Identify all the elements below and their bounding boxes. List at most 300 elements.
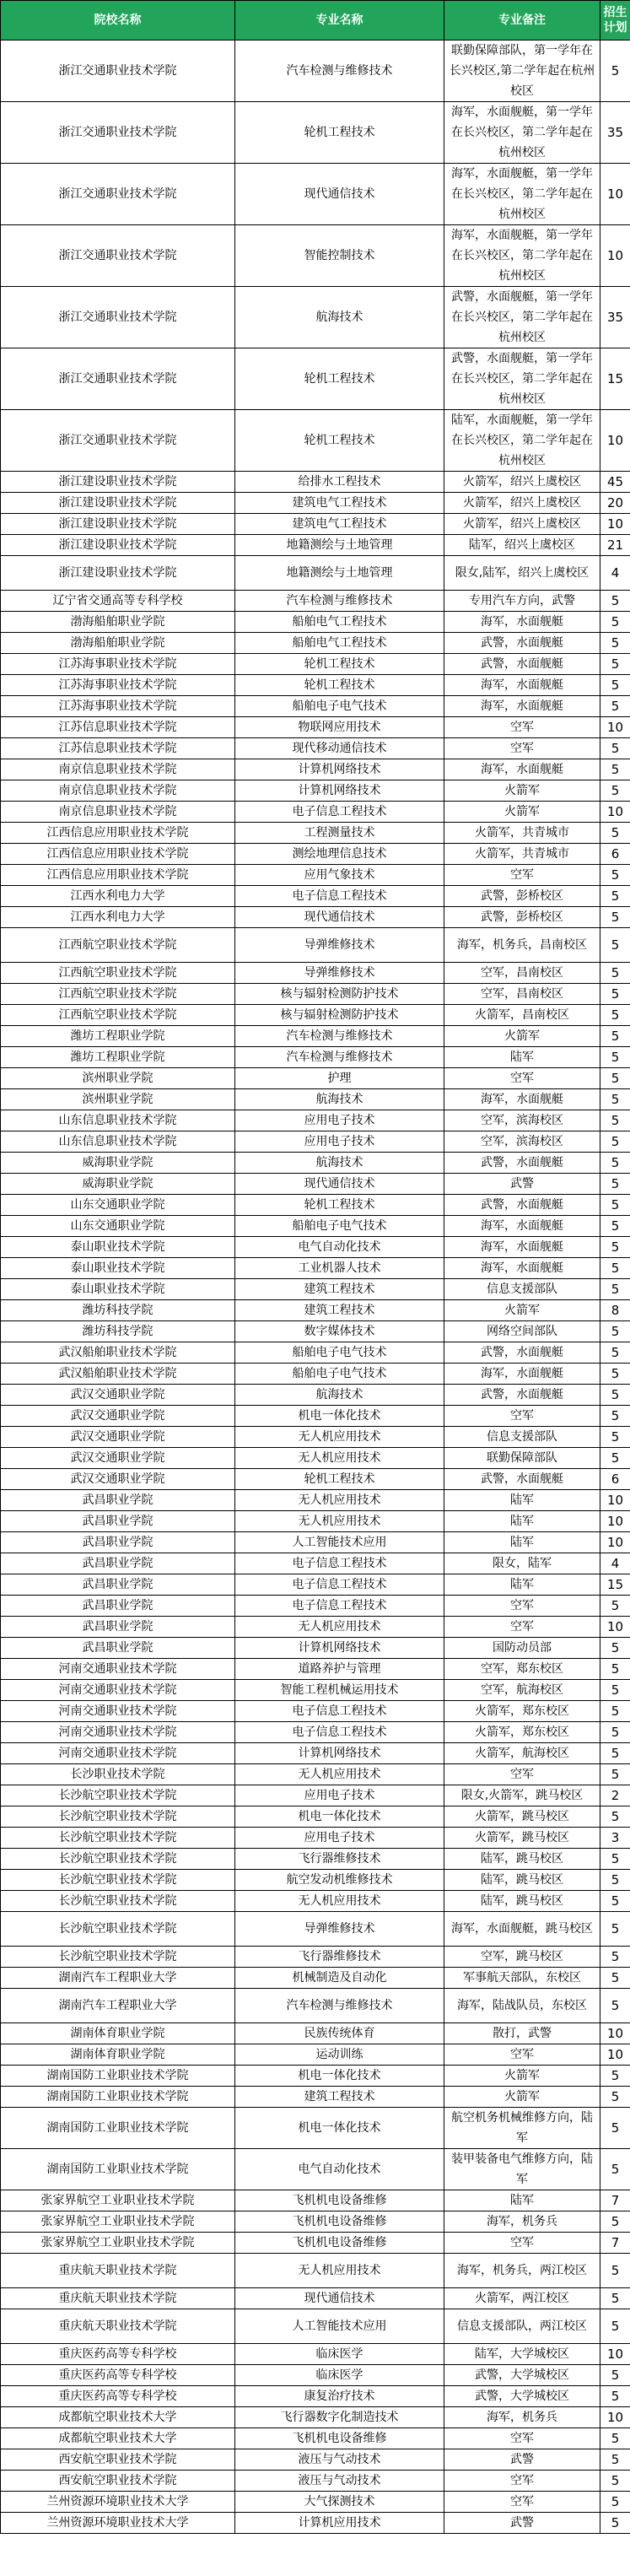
cell-plan: 5 bbox=[600, 1701, 630, 1722]
table-row bbox=[1, 1680, 630, 1701]
cell-note: 武警，彭桥校区 bbox=[444, 907, 600, 928]
table-row bbox=[1, 865, 630, 886]
cell-school: 兰州资源环境职业技术大学 bbox=[1, 2513, 235, 2534]
cell-school: 张家界航空工业职业技术学院 bbox=[1, 2190, 235, 2211]
cell-note: 陆军 bbox=[444, 1532, 600, 1553]
cell-plan: 3 bbox=[600, 1828, 630, 1849]
cell-major: 运动训练 bbox=[235, 2044, 444, 2066]
cell-plan: 5 bbox=[600, 41, 630, 102]
cell-plan: 5 bbox=[600, 1047, 630, 1068]
cell-major: 汽车检测与维修技术 bbox=[235, 591, 444, 612]
cell-note: 陆军 bbox=[444, 1574, 600, 1596]
cell-note: 武警 bbox=[444, 1174, 600, 1195]
cell-plan: 5 bbox=[600, 780, 630, 802]
cell-plan: 10 bbox=[600, 1511, 630, 1532]
cell-school: 江苏信息职业技术学院 bbox=[1, 717, 235, 738]
cell-plan: 5 bbox=[600, 1764, 630, 1785]
cell-school: 河南交通职业技术学院 bbox=[1, 1722, 235, 1743]
cell-plan: 5 bbox=[600, 675, 630, 696]
cell-school: 浙江交通职业技术学院 bbox=[1, 102, 235, 164]
table-row bbox=[1, 472, 630, 493]
cell-plan: 35 bbox=[600, 287, 630, 348]
cell-school: 江西航空职业技术学院 bbox=[1, 1005, 235, 1026]
cell-note: 武警，彭桥校区 bbox=[444, 886, 600, 907]
cell-note: 海军，水面舰艇，跳马校区 bbox=[444, 1912, 600, 1947]
cell-note: 空军，滨海校区 bbox=[444, 1110, 600, 1131]
cell-major: 船舶电子电气技术 bbox=[235, 1342, 444, 1364]
cell-plan: 6 bbox=[600, 1469, 630, 1490]
cell-school: 浙江建设职业技术学院 bbox=[1, 514, 235, 535]
cell-major: 计算机应用技术 bbox=[235, 2513, 444, 2534]
table-row bbox=[1, 2449, 630, 2471]
cell-major: 现代通信技术 bbox=[235, 164, 444, 225]
cell-school: 浙江建设职业技术学院 bbox=[1, 472, 235, 493]
cell-note: 火箭军，绍兴上虞校区 bbox=[444, 493, 600, 514]
cell-major: 飞行器维修技术 bbox=[235, 1849, 444, 1870]
cell-note: 联勤保障部队 bbox=[444, 1448, 600, 1469]
cell-plan: 10 bbox=[600, 164, 630, 225]
cell-note: 武警，水面舰艇 bbox=[444, 1385, 600, 1406]
cell-major: 康复治疗技术 bbox=[235, 2386, 444, 2407]
cell-note: 陆军，跳马校区 bbox=[444, 1870, 600, 1891]
table-row bbox=[1, 1553, 630, 1574]
cell-plan: 5 bbox=[600, 1891, 630, 1912]
cell-major: 汽车检测与维修技术 bbox=[235, 1026, 444, 1047]
cell-plan: 5 bbox=[600, 823, 630, 844]
table-row bbox=[1, 1153, 630, 1174]
cell-plan: 5 bbox=[600, 738, 630, 759]
cell-major: 机电一体化技术 bbox=[235, 2066, 444, 2087]
table-row bbox=[1, 2233, 630, 2254]
table-row bbox=[1, 1385, 630, 1406]
cell-school: 渤海船舶职业学院 bbox=[1, 633, 235, 654]
cell-school: 西安航空职业技术学院 bbox=[1, 2449, 235, 2471]
table-row bbox=[1, 1722, 630, 1743]
cell-school: 武昌职业学院 bbox=[1, 1617, 235, 1638]
table-row bbox=[1, 823, 630, 844]
cell-school: 江苏海事职业技术学院 bbox=[1, 654, 235, 675]
cell-school: 武昌职业学院 bbox=[1, 1490, 235, 1511]
table-row bbox=[1, 2344, 630, 2365]
cell-major: 应用电子技术 bbox=[235, 1110, 444, 1131]
cell-note: 海军，机务兵，两江校区 bbox=[444, 2254, 600, 2288]
cell-plan: 5 bbox=[600, 1680, 630, 1701]
cell-plan: 5 bbox=[600, 2108, 630, 2149]
cell-school: 潍坊科技学院 bbox=[1, 1321, 235, 1342]
cell-note: 火箭军，两江校区 bbox=[444, 2288, 600, 2309]
cell-major: 计算机网络技术 bbox=[235, 1638, 444, 1659]
table-row bbox=[1, 2066, 630, 2087]
cell-note: 海军，水面舰艇，第一学年在长兴校区，第二学年起在杭州校区 bbox=[444, 225, 600, 287]
table-row bbox=[1, 1743, 630, 1764]
cell-note: 火箭军 bbox=[444, 2087, 600, 2108]
cell-plan: 6 bbox=[600, 844, 630, 865]
table-row bbox=[1, 348, 630, 410]
cell-school: 浙江建设职业技术学院 bbox=[1, 493, 235, 514]
cell-note: 海军，机务兵 bbox=[444, 2211, 600, 2233]
cell-note: 海军，水面舰艇 bbox=[444, 1089, 600, 1110]
table-row bbox=[1, 1216, 630, 1237]
cell-plan: 10 bbox=[600, 717, 630, 738]
header-major: 专业名称 bbox=[235, 1, 444, 41]
cell-plan: 5 bbox=[600, 1638, 630, 1659]
cell-school: 武汉交通职业学院 bbox=[1, 1385, 235, 1406]
cell-note: 专用汽车方向，武警 bbox=[444, 591, 600, 612]
cell-plan: 5 bbox=[600, 1989, 630, 2023]
cell-major: 航海技术 bbox=[235, 1089, 444, 1110]
cell-school: 长沙航空职业技术学院 bbox=[1, 1806, 235, 1828]
cell-plan: 5 bbox=[600, 1743, 630, 1764]
cell-school: 山东交通职业学院 bbox=[1, 1216, 235, 1237]
table-row bbox=[1, 612, 630, 633]
table-row bbox=[1, 556, 630, 591]
cell-plan: 5 bbox=[600, 1068, 630, 1089]
cell-major: 电子信息工程技术 bbox=[235, 802, 444, 823]
cell-note: 火箭军 bbox=[444, 1026, 600, 1047]
cell-plan: 5 bbox=[600, 1174, 630, 1195]
cell-school: 威海职业学院 bbox=[1, 1174, 235, 1195]
cell-major: 电子信息工程技术 bbox=[235, 1574, 444, 1596]
cell-major: 无人机应用技术 bbox=[235, 1891, 444, 1912]
cell-note: 武警，水面舰艇，第一学年在长兴校区，第二学年起在杭州校区 bbox=[444, 287, 600, 348]
table-row bbox=[1, 2386, 630, 2407]
table-row bbox=[1, 1947, 630, 1968]
cell-major: 飞机机电设备维修 bbox=[235, 2233, 444, 2254]
cell-note: 海军，水面舰艇 bbox=[444, 675, 600, 696]
cell-major: 电子信息工程技术 bbox=[235, 1701, 444, 1722]
cell-plan: 5 bbox=[600, 654, 630, 675]
table-row bbox=[1, 410, 630, 472]
table-row bbox=[1, 493, 630, 514]
table-row bbox=[1, 2309, 630, 2344]
cell-major: 计算机网络技术 bbox=[235, 759, 444, 780]
cell-plan: 5 bbox=[600, 2211, 630, 2233]
cell-plan: 21 bbox=[600, 535, 630, 556]
cell-note: 海军，水面舰艇，第一学年在长兴校区，第二学年起在杭州校区 bbox=[444, 102, 600, 164]
cell-note: 火箭军，跳马校区 bbox=[444, 1806, 600, 1828]
cell-major: 电气自动化技术 bbox=[235, 1237, 444, 1258]
cell-plan: 5 bbox=[600, 1258, 630, 1279]
cell-major: 无人机应用技术 bbox=[235, 1448, 444, 1469]
cell-note: 陆军，水面舰艇，第一学年在长兴校区，第二学年起在杭州校区 bbox=[444, 410, 600, 472]
cell-school: 江西信息应用职业技术学院 bbox=[1, 844, 235, 865]
cell-note: 空军 bbox=[444, 717, 600, 738]
cell-school: 武昌职业学院 bbox=[1, 1596, 235, 1617]
cell-school: 成都航空职业技术大学 bbox=[1, 2407, 235, 2428]
table-row bbox=[1, 1406, 630, 1427]
cell-major: 电子信息工程技术 bbox=[235, 1722, 444, 1743]
cell-major: 电子信息工程技术 bbox=[235, 886, 444, 907]
cell-note: 火箭军，郑东校区 bbox=[444, 1701, 600, 1722]
table-row bbox=[1, 1968, 630, 1989]
cell-note: 空军 bbox=[444, 1068, 600, 1089]
table-row bbox=[1, 2407, 630, 2428]
cell-plan: 5 bbox=[600, 1722, 630, 1743]
table-row bbox=[1, 2254, 630, 2288]
cell-school: 重庆航天职业技术学院 bbox=[1, 2288, 235, 2309]
cell-major: 无人机应用技术 bbox=[235, 1764, 444, 1785]
cell-plan: 10 bbox=[600, 2407, 630, 2428]
cell-school: 滨州职业学院 bbox=[1, 1068, 235, 1089]
cell-plan: 5 bbox=[600, 1279, 630, 1300]
cell-school: 江西水利电力大学 bbox=[1, 907, 235, 928]
cell-plan: 5 bbox=[600, 984, 630, 1005]
cell-plan: 5 bbox=[600, 963, 630, 984]
table-row bbox=[1, 696, 630, 717]
cell-plan: 5 bbox=[600, 1195, 630, 1216]
cell-note: 火箭军 bbox=[444, 1300, 600, 1321]
cell-school: 湖南国防工业职业技术学院 bbox=[1, 2066, 235, 2087]
cell-note: 空军 bbox=[444, 2492, 600, 2513]
cell-school: 泰山职业技术学院 bbox=[1, 1258, 235, 1279]
cell-major: 飞行器维修技术 bbox=[235, 1947, 444, 1968]
table-row bbox=[1, 1174, 630, 1195]
cell-school: 长沙航空职业技术学院 bbox=[1, 1870, 235, 1891]
cell-plan: 5 bbox=[600, 633, 630, 654]
cell-major: 飞机机电设备维修 bbox=[235, 2211, 444, 2233]
cell-plan: 5 bbox=[600, 2149, 630, 2190]
table-row bbox=[1, 2513, 630, 2534]
table-row bbox=[1, 2023, 630, 2044]
cell-major: 建筑工程技术 bbox=[235, 2087, 444, 2108]
cell-school: 武昌职业学院 bbox=[1, 1638, 235, 1659]
table-row bbox=[1, 287, 630, 348]
table-row bbox=[1, 1026, 630, 1047]
table-row bbox=[1, 1532, 630, 1553]
cell-major: 建筑电气工程技术 bbox=[235, 493, 444, 514]
cell-school: 浙江交通职业技术学院 bbox=[1, 164, 235, 225]
cell-major: 建筑电气工程技术 bbox=[235, 514, 444, 535]
cell-major: 物联网应用技术 bbox=[235, 717, 444, 738]
cell-school: 浙江交通职业技术学院 bbox=[1, 225, 235, 287]
cell-plan: 5 bbox=[600, 1110, 630, 1131]
cell-school: 武汉交通职业学院 bbox=[1, 1427, 235, 1448]
cell-major: 轮机工程技术 bbox=[235, 348, 444, 410]
cell-plan: 5 bbox=[600, 865, 630, 886]
cell-major: 无人机应用技术 bbox=[235, 1427, 444, 1448]
cell-plan: 5 bbox=[600, 2428, 630, 2449]
cell-major: 无人机应用技术 bbox=[235, 2254, 444, 2288]
cell-plan: 15 bbox=[600, 348, 630, 410]
cell-note: 武警，水面舰艇 bbox=[444, 654, 600, 675]
cell-note: 火箭军，共青城市 bbox=[444, 823, 600, 844]
cell-school: 潍坊工程职业学院 bbox=[1, 1026, 235, 1047]
table-row bbox=[1, 2288, 630, 2309]
cell-major: 电气自动化技术 bbox=[235, 2149, 444, 2190]
table-row bbox=[1, 2365, 630, 2386]
cell-note: 限女,火箭军，跳马校区 bbox=[444, 1785, 600, 1806]
cell-plan: 10 bbox=[600, 1617, 630, 1638]
cell-plan: 20 bbox=[600, 493, 630, 514]
cell-major: 航海技术 bbox=[235, 287, 444, 348]
cell-major: 地籍测绘与土地管理 bbox=[235, 535, 444, 556]
table-row bbox=[1, 514, 630, 535]
cell-school: 浙江交通职业技术学院 bbox=[1, 41, 235, 102]
cell-school: 长沙航空职业技术学院 bbox=[1, 1828, 235, 1849]
table-row bbox=[1, 1891, 630, 1912]
cell-school: 张家界航空工业职业技术学院 bbox=[1, 2211, 235, 2233]
cell-major: 轮机工程技术 bbox=[235, 1469, 444, 1490]
cell-note: 联勤保障部队，第一学年在长兴校区,第二学年起在杭州校区 bbox=[444, 41, 600, 102]
cell-major: 工业机器人技术 bbox=[235, 1258, 444, 1279]
table-row bbox=[1, 1427, 630, 1448]
cell-major: 液压与气动技术 bbox=[235, 2471, 444, 2492]
cell-note: 空军 bbox=[444, 1764, 600, 1785]
cell-note: 武警，水面舰艇 bbox=[444, 633, 600, 654]
cell-note: 军事航天部队，东校区 bbox=[444, 1968, 600, 1989]
table-row bbox=[1, 2471, 630, 2492]
cell-plan: 15 bbox=[600, 1574, 630, 1596]
table-row bbox=[1, 225, 630, 287]
table-row bbox=[1, 1849, 630, 1870]
cell-major: 汽车检测与维修技术 bbox=[235, 1047, 444, 1068]
cell-school: 山东交通职业学院 bbox=[1, 1195, 235, 1216]
cell-school: 泰山职业技术学院 bbox=[1, 1279, 235, 1300]
cell-school: 潍坊工程职业学院 bbox=[1, 1047, 235, 1068]
cell-major: 地籍测绘与土地管理 bbox=[235, 556, 444, 591]
table-row bbox=[1, 1659, 630, 1680]
cell-major: 临床医学 bbox=[235, 2365, 444, 2386]
cell-note: 空军 bbox=[444, 1596, 600, 1617]
cell-note: 火箭军，绍兴上虞校区 bbox=[444, 472, 600, 493]
table-row bbox=[1, 1701, 630, 1722]
cell-major: 现代移动通信技术 bbox=[235, 738, 444, 759]
cell-plan: 5 bbox=[600, 1237, 630, 1258]
cell-major: 智能控制技术 bbox=[235, 225, 444, 287]
cell-note: 火箭军，郑东校区 bbox=[444, 1722, 600, 1743]
cell-school: 浙江建设职业技术学院 bbox=[1, 535, 235, 556]
cell-plan: 5 bbox=[600, 612, 630, 633]
cell-plan: 5 bbox=[600, 2492, 630, 2513]
cell-note: 空军 bbox=[444, 738, 600, 759]
cell-note: 陆军，绍兴上虞校区 bbox=[444, 535, 600, 556]
table-row bbox=[1, 654, 630, 675]
cell-plan: 5 bbox=[600, 2449, 630, 2471]
cell-school: 浙江建设职业技术学院 bbox=[1, 556, 235, 591]
cell-major: 核与辐射检测防护技术 bbox=[235, 984, 444, 1005]
cell-plan: 10 bbox=[600, 1490, 630, 1511]
cell-school: 长沙职业技术学院 bbox=[1, 1764, 235, 1785]
cell-note: 武警，水面舰艇 bbox=[444, 1469, 600, 1490]
cell-school: 山东信息职业技术学院 bbox=[1, 1131, 235, 1153]
cell-plan: 5 bbox=[600, 1385, 630, 1406]
cell-school: 长沙航空职业技术学院 bbox=[1, 1849, 235, 1870]
cell-major: 测绘地理信息技术 bbox=[235, 844, 444, 865]
cell-plan: 5 bbox=[600, 1947, 630, 1968]
table-row bbox=[1, 738, 630, 759]
cell-plan: 5 bbox=[600, 2513, 630, 2534]
cell-school: 威海职业学院 bbox=[1, 1153, 235, 1174]
cell-school: 武昌职业学院 bbox=[1, 1532, 235, 1553]
cell-major: 导弹维修技术 bbox=[235, 1912, 444, 1947]
cell-major: 轮机工程技术 bbox=[235, 102, 444, 164]
table-row bbox=[1, 1448, 630, 1469]
table-row bbox=[1, 164, 630, 225]
cell-note: 航空机务机械维修方向，陆军 bbox=[444, 2108, 600, 2149]
table-row bbox=[1, 1638, 630, 1659]
cell-plan: 5 bbox=[600, 928, 630, 963]
cell-school: 河南交通职业技术学院 bbox=[1, 1659, 235, 1680]
table-row bbox=[1, 886, 630, 907]
cell-plan: 5 bbox=[600, 1321, 630, 1342]
cell-major: 液压与气动技术 bbox=[235, 2449, 444, 2471]
cell-plan: 5 bbox=[600, 1659, 630, 1680]
cell-school: 浙江交通职业技术学院 bbox=[1, 348, 235, 410]
cell-note: 武警 bbox=[444, 2449, 600, 2471]
table-row bbox=[1, 1912, 630, 1947]
cell-school: 兰州资源环境职业技术大学 bbox=[1, 2492, 235, 2513]
table-row bbox=[1, 2211, 630, 2233]
cell-note: 空军，跳马校区 bbox=[444, 1947, 600, 1968]
table-row bbox=[1, 1511, 630, 1532]
cell-note: 武警，水面舰艇，第一学年在长兴校区，第二学年起在杭州校区 bbox=[444, 348, 600, 410]
table-row bbox=[1, 759, 630, 780]
cell-plan: 35 bbox=[600, 102, 630, 164]
cell-major: 船舶电子电气技术 bbox=[235, 1364, 444, 1385]
table-row bbox=[1, 984, 630, 1005]
cell-school: 张家界航空工业职业技术学院 bbox=[1, 2233, 235, 2254]
cell-school: 长沙航空职业技术学院 bbox=[1, 1912, 235, 1947]
cell-major: 船舶电子电气技术 bbox=[235, 1216, 444, 1237]
table-row bbox=[1, 907, 630, 928]
cell-plan: 10 bbox=[600, 2344, 630, 2365]
cell-note: 海军，水面舰艇 bbox=[444, 1216, 600, 1237]
cell-note: 火箭军 bbox=[444, 802, 600, 823]
cell-school: 江西信息应用职业技术学院 bbox=[1, 823, 235, 844]
cell-note: 火箭军 bbox=[444, 780, 600, 802]
cell-school: 江苏信息职业技术学院 bbox=[1, 738, 235, 759]
cell-plan: 5 bbox=[600, 2386, 630, 2407]
cell-major: 飞机机电设备维修 bbox=[235, 2428, 444, 2449]
table-row bbox=[1, 1989, 630, 2023]
cell-note: 信息支援部队 bbox=[444, 1427, 600, 1448]
table-row bbox=[1, 1005, 630, 1026]
cell-school: 南京信息职业技术学院 bbox=[1, 780, 235, 802]
cell-note: 散打，武警 bbox=[444, 2023, 600, 2044]
cell-plan: 5 bbox=[600, 1448, 630, 1469]
cell-note: 海军，机务兵 bbox=[444, 2407, 600, 2428]
header-row bbox=[1, 1, 630, 41]
cell-note: 海军，水面舰艇 bbox=[444, 1237, 600, 1258]
cell-school: 渤海船舶职业学院 bbox=[1, 612, 235, 633]
table-row bbox=[1, 1870, 630, 1891]
cell-plan: 5 bbox=[600, 1406, 630, 1427]
cell-plan: 45 bbox=[600, 472, 630, 493]
cell-school: 湖南体育职业学院 bbox=[1, 2023, 235, 2044]
table-row bbox=[1, 2428, 630, 2449]
table-row bbox=[1, 780, 630, 802]
cell-note: 陆军，大学城校区 bbox=[444, 2344, 600, 2365]
header-note: 专业备注 bbox=[444, 1, 600, 41]
cell-school: 重庆航天职业技术学院 bbox=[1, 2254, 235, 2288]
cell-note: 火箭军，跳马校区 bbox=[444, 1828, 600, 1849]
header-school: 院校名称 bbox=[1, 1, 235, 41]
table-row bbox=[1, 1110, 630, 1131]
table-row bbox=[1, 802, 630, 823]
cell-school: 武汉船舶职业技术学院 bbox=[1, 1342, 235, 1364]
cell-school: 长沙航空职业技术学院 bbox=[1, 1947, 235, 1968]
cell-plan: 5 bbox=[600, 1342, 630, 1364]
cell-note: 海军，水面舰艇 bbox=[444, 1258, 600, 1279]
cell-major: 航空发动机维修技术 bbox=[235, 1870, 444, 1891]
cell-plan: 5 bbox=[600, 2254, 630, 2288]
cell-major: 给排水工程技术 bbox=[235, 472, 444, 493]
cell-plan: 5 bbox=[600, 1216, 630, 1237]
cell-plan: 4 bbox=[600, 1553, 630, 1574]
cell-note: 火箭军，航海校区 bbox=[444, 1743, 600, 1764]
cell-note: 武警，水面舰艇 bbox=[444, 1153, 600, 1174]
cell-plan: 10 bbox=[600, 1532, 630, 1553]
